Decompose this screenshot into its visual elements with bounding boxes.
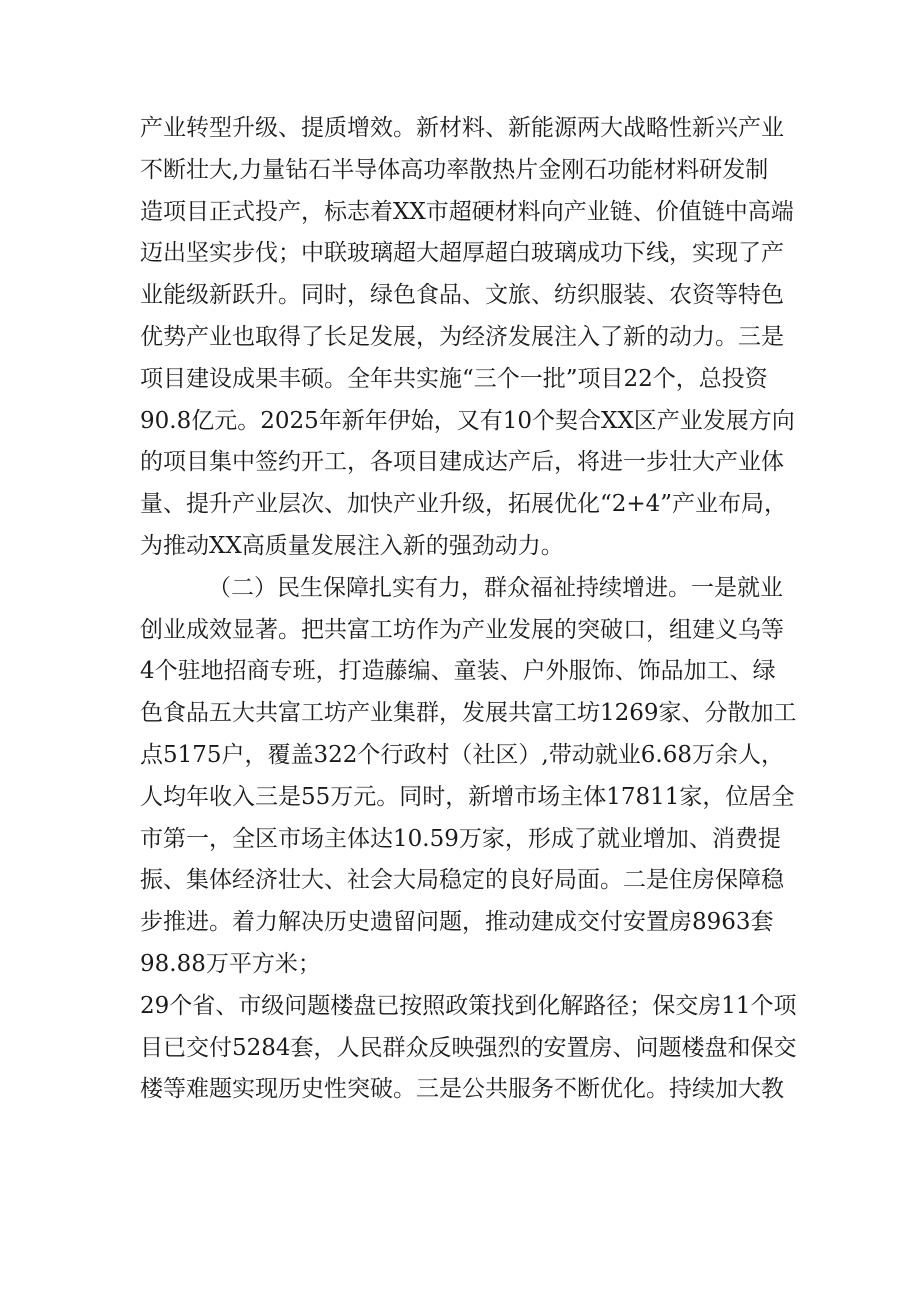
text-line: 步推进。着力解决历史遗留问题，推动建成交付安置房8963套 xyxy=(140,909,774,936)
text-line: 市第一，全区市场主体达10.59万家，形成了就业增加、消费提 xyxy=(140,825,781,852)
text-line: 90.8亿元。2025年新年伊始，又有10个契合XX区产业发展方向 xyxy=(140,407,795,434)
text-line: 不断壮大,力量钻石半导体高功率散热片金刚石功能材料研发制 xyxy=(140,156,769,183)
text-line: 项目建设成果丰硕。全年共实施“三个一批”项目22个，总投资 xyxy=(140,365,768,392)
text-line: 量、提升产业层次、加快产业升级，拓展优化“2+4”产业布局， xyxy=(140,491,788,518)
text-line: 目已交付5284套，人民群众反映强烈的安置房、问题楼盘和保交 xyxy=(140,1034,797,1061)
text-line: 楼等难题实现历史性突破。三是公共服务不断优化。持续加大教 xyxy=(140,1076,784,1103)
text-line: 造项目正式投产，标志着XX市超硬材料向产业链、价值链中高端 xyxy=(140,198,794,225)
text-line: 色食品五大共富工坊产业集群，发展共富工坊1269家、分散加工 xyxy=(140,700,797,727)
text-line: 业能级新跃升。同时，绿色食品、文旅、纺织服装、农资等特色 xyxy=(140,282,784,309)
text-line: 98.88万平方米； xyxy=(140,950,321,977)
text-line: 迈出坚实步伐；中联玻璃超大超厚超白玻璃成功下线，实现了产 xyxy=(140,240,784,267)
text-line: 优势产业也取得了长足发展，为经济发展注入了新的动力。三是 xyxy=(140,323,784,350)
text-line: （二）民生保障扎实有力，群众福祉持续增进。一是就业 xyxy=(208,574,783,601)
text-line: 产业转型升级、提质增效。新材料、新能源两大战略性新兴产业 xyxy=(140,115,784,141)
text-line: 点5175户，覆盖322个行政村（社区）,带动就业6.68万余人， xyxy=(140,741,784,768)
text-line: 创业成效显著。把共富工坊作为产业发展的突破口，组建义乌等 xyxy=(140,616,784,643)
text-line: 为推动XX高质量发展注入新的强劲动力。 xyxy=(140,532,564,559)
text-line: 人均年收入三是55万元。同时，新增市场主体17811家，位居全 xyxy=(140,783,795,810)
text-line: 29个省、市级问题楼盘已按照政策找到化解路径；保交房11个项 xyxy=(140,992,797,1019)
text-line: 4个驻地招商专班，打造藤编、童装、户外服饰、饰品加工、绿 xyxy=(140,658,776,685)
text-line: 振、集体经济壮大、社会大局稳定的良好局面。二是住房保障稳 xyxy=(140,867,784,894)
text-line: 的项目集中签约开工，各项目建成达产后，将进一步壮大产业体 xyxy=(140,449,784,476)
body-text xyxy=(140,108,810,1111)
